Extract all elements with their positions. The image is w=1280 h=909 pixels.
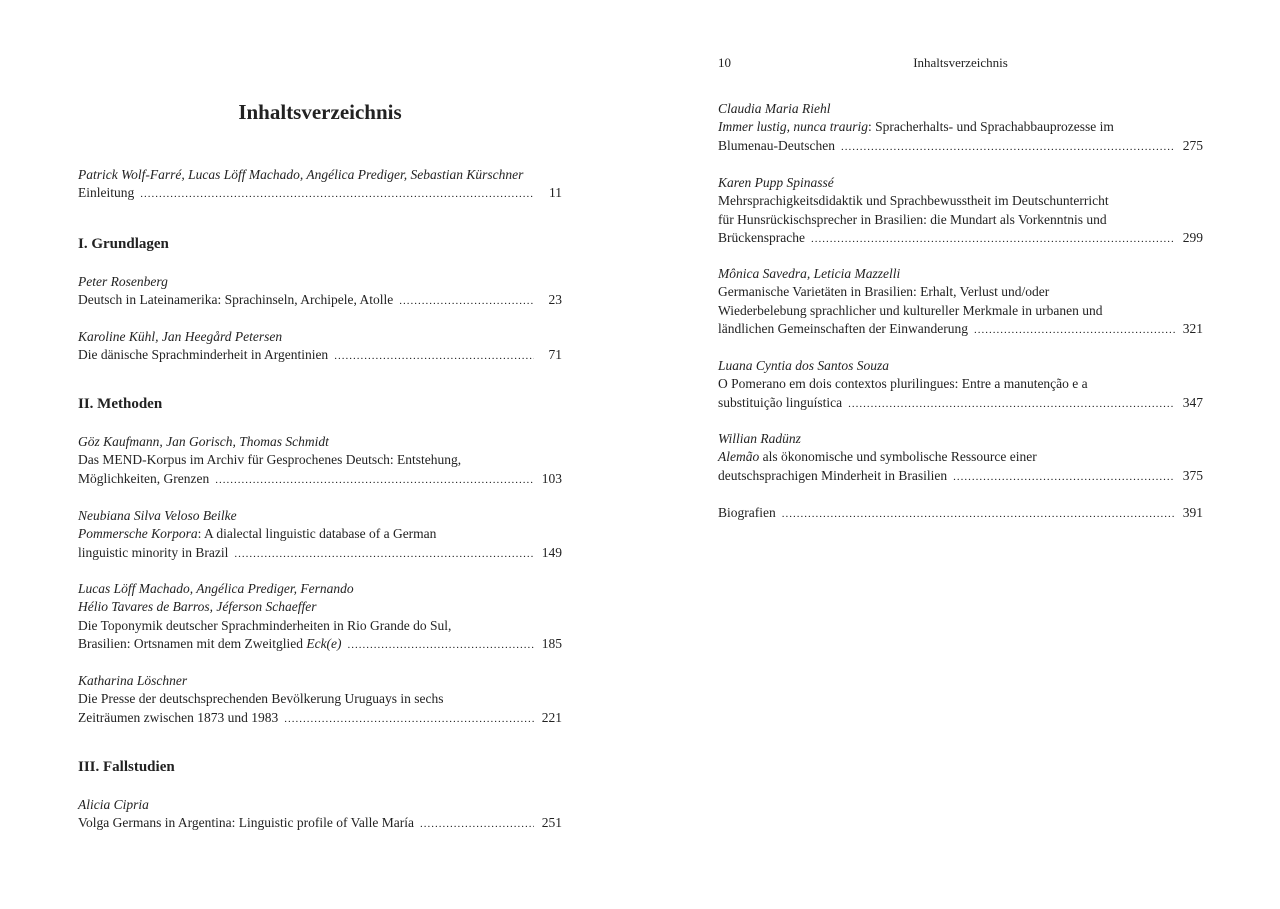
entry-author: Claudia Maria Riehl [718,101,831,116]
entry-title-line: für Hunsrückischsprecher in Brasilien: die Mundart als Vorkenntnis und [718,211,1107,227]
entry-title: Volga Germans in Argentina: Linguistic profile of Valle María [78,815,414,831]
entry-title-line: Germanische Varietäten in Brasilien: Erhalt, Verlust und/oder [718,284,1050,300]
entry-title: Blumenau-Deutschen [718,137,835,153]
dot-leader [848,395,1175,413]
dot-leader [284,710,534,728]
dot-leader [348,636,534,654]
dot-leader [782,505,1175,523]
entry-title: Deutsch in Lateinamerika: Sprachinseln, Archipele, Atolle [78,292,394,308]
dot-leader [140,185,534,203]
entry-title: substituição linguística [718,394,843,410]
section-heading-fallstudien: III. Fallstudien [78,759,175,775]
entry-title-line [78,525,562,543]
entry-page: 251 [541,815,562,831]
entry-author: Lucas Löff Machado, Angélica Prediger, Fernando [78,581,354,596]
entry-author: Luana Cyntia dos Santos Souza [718,358,890,373]
entry-author: Alicia Cipria [78,797,149,812]
dot-leader [841,138,1175,156]
toc-entry [718,100,1203,156]
entry-page: 375 [1182,467,1203,483]
entry-title-text: als ökonomische und symbolische Ressource einer [759,449,1037,465]
toc-entry [78,328,562,366]
toc-entry [718,430,1203,486]
page-title: Inhaltsverzeichnis [238,100,402,124]
dot-leader [399,292,534,310]
toc-entry [78,796,562,834]
entry-title: Brückensprache [718,229,805,245]
entry-author: Karen Pupp Spinassé [718,175,834,190]
entry-author: Göz Kaufmann, Jan Gorisch, Thomas Schmidt [78,434,329,449]
entry-author: Katharina Löschner [78,673,188,688]
entry-page: 185 [541,635,562,651]
entry-title-line: O Pomerano em dois contextos plurilingues: Entre a manutenção e a [718,376,1088,392]
entry-title-italic: Eck(e) [306,635,342,651]
entry-title: Brasilien: Ortsnamen mit dem Zweitglied [78,635,307,651]
entry-title: Möglichkeiten, Grenzen [78,470,210,486]
toc-entry-intro [78,166,562,204]
entry-author-continued: Hélio Tavares de Barros, Jéferson Schaeffer [78,599,317,615]
dot-leader [215,471,534,489]
entry-page: 299 [1182,229,1203,245]
dot-leader [334,347,534,365]
entry-page: 149 [541,544,562,560]
toc-entry [78,580,562,654]
entry-page: 221 [541,709,562,725]
entry-author: Peter Rosenberg [78,274,168,289]
entry-title-text: : A dialectal linguistic database of a German [197,526,437,542]
entry-page: 347 [1182,394,1203,410]
dot-leader [974,321,1175,339]
dot-leader [811,230,1175,248]
entry-title-text: : Spracherhalts- und Sprachabbauprozesse im [868,119,1114,135]
toc-entry [78,507,562,563]
entry-title-line: Die Presse der deutschsprechenden Bevölkerung Uruguays in sechs [78,691,444,707]
entry-title-line [718,448,1203,466]
entry-author: Karoline Kühl, Jan Heegård Petersen [78,329,283,344]
entry-author: Patrick Wolf-Farré, Lucas Löff Machado, Angélica Prediger, Sebastian Kürschner [78,167,524,182]
entry-page: 391 [1182,505,1203,520]
dot-leader [420,815,534,833]
entry-title: Einleitung [78,185,135,201]
dot-leader [953,468,1175,486]
entry-title: Die dänische Sprachminderheit in Argentinien [78,347,329,363]
running-head [718,55,1203,71]
entry-title-line: Mehrsprachigkeitsdidaktik und Sprachbewusstheit im Deutschunterricht [718,193,1109,209]
entry-page: 11 [549,185,562,201]
entry-title-italic: Alemão [718,449,760,465]
entry-page: 103 [541,470,562,486]
entry-title: deutschsprachigen Minderheit in Brasilien [718,467,948,483]
entry-title: Zeiträumen zwischen 1873 und 1983 [78,709,279,725]
entry-title-line [718,118,1203,136]
entry-author: Willian Radünz [718,431,801,446]
entry-page: 321 [1182,320,1203,336]
entry-title-italic: Immer lustig, nunca traurig [718,119,868,135]
toc-entry [718,265,1203,339]
toc-entry [718,174,1203,248]
entry-page: 275 [1182,137,1203,153]
dot-leader [234,545,534,563]
entry-title: Biografien [718,505,776,520]
entry-title: ländlichen Gemeinschaften der Einwanderung [718,320,969,336]
toc-entry [78,273,562,311]
toc-entry [78,433,562,489]
entry-author: Mônica Savedra, Leticia Mazzelli [718,266,901,281]
entry-page: 71 [548,347,562,363]
toc-entry [78,672,562,728]
running-title: Inhaltsverzeichnis [913,55,1008,70]
entry-title-line: Wiederbelebung sprachlicher und kultureller Merkmale in urbanen und [718,302,1103,318]
entry-title-line: Das MEND-Korpus im Archiv für Gesprochenes Deutsch: Entstehung, [78,452,462,468]
entry-title: linguistic minority in Brazil [78,544,229,560]
section-heading-grundlagen: I. Grundlagen [78,236,169,252]
entry-page: 23 [548,292,562,308]
entry-title-line: Die Toponymik deutscher Sprachminderheiten in Rio Grande do Sul, [78,617,452,633]
page-number: 10 [718,55,731,70]
entry-author: Neubiana Silva Veloso Beilke [78,508,237,523]
toc-entry [718,357,1203,413]
toc-entry-biografien [718,504,1203,523]
section-heading-methoden: II. Methoden [78,396,163,412]
entry-title-italic: Pommersche Korpora [78,526,198,542]
